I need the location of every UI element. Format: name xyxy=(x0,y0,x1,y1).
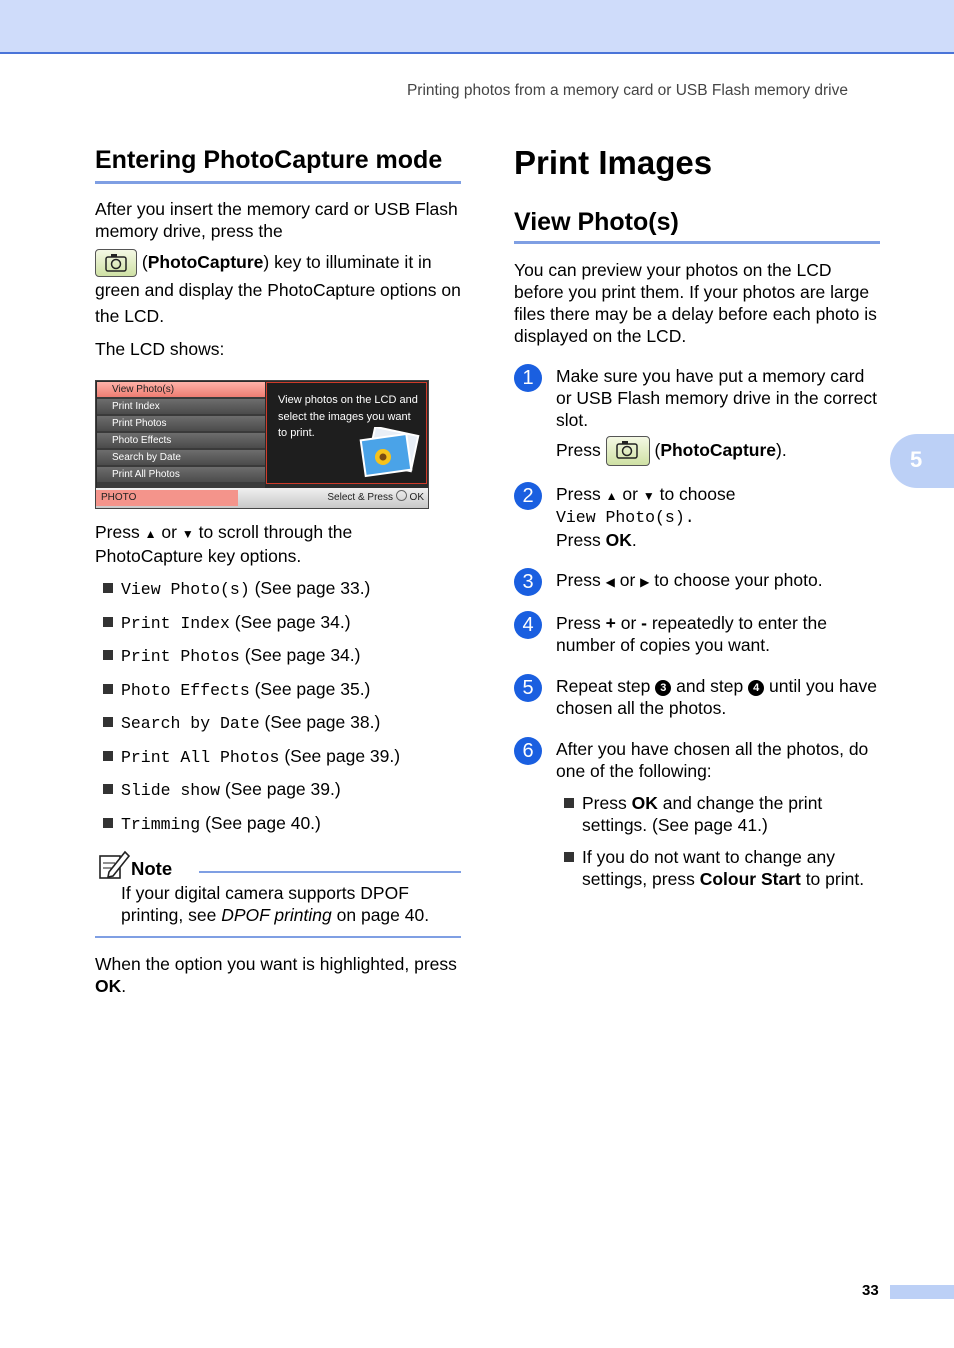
subsection-heading: View Photo(s) xyxy=(514,204,880,244)
lcd-menu-item-photo-effects: Photo Effects xyxy=(97,433,265,448)
list-item: Print Photos (See page 34.) xyxy=(95,644,461,668)
step-ref-4: 4 xyxy=(748,680,764,696)
up-arrow-icon: ▲ xyxy=(144,527,157,542)
down-arrow-icon: ▼ xyxy=(181,527,194,542)
list-item: Trimming (See page 40.) xyxy=(95,812,461,836)
up-arrow-icon: ▲ xyxy=(605,489,618,504)
step-number: 6 xyxy=(514,737,542,765)
list-item: Print Index (See page 34.) xyxy=(95,611,461,635)
step-4: 4 Press + or - repeatedly to enter the number of copies you want. xyxy=(514,612,880,656)
note-divider xyxy=(95,936,461,938)
chapter-tab xyxy=(890,434,954,488)
page-number: 33 xyxy=(862,1282,879,1299)
step-number: 4 xyxy=(514,611,542,639)
ok-circle-icon xyxy=(396,490,407,501)
lcd-footer-hint: Select & Press OK xyxy=(327,492,424,504)
photocapture-key-icon xyxy=(606,436,650,466)
step-2: 2 Press ▲ or ▼ to choose View Photo(s). Press OK. xyxy=(514,483,880,551)
step-1: 1 Make sure you have put a memory card or USB Flash memory drive in the correct slot. Press (PhotoCapture). xyxy=(514,365,880,466)
running-header: Printing photos from a memory card or USB Flash memory drive xyxy=(406,82,848,99)
list-item: Slide show (See page 39.) xyxy=(95,778,461,802)
top-banner xyxy=(0,0,954,54)
step-number: 5 xyxy=(514,674,542,702)
page-title: Print Images xyxy=(514,144,713,181)
lcd-footer xyxy=(96,488,428,508)
lcd-menu-item-view-photos: View Photo(s) xyxy=(97,382,265,397)
left-arrow-icon: ◀ xyxy=(605,575,615,590)
list-item: Search by Date (See page 38.) xyxy=(95,711,461,735)
photocapture-key-icon xyxy=(95,249,137,277)
note-pencil-icon xyxy=(97,848,131,882)
down-arrow-icon: ▼ xyxy=(642,489,655,504)
press-photocapture: Press (PhotoCapture). xyxy=(556,436,880,466)
list-item: Print All Photos (See page 39.) xyxy=(95,745,461,769)
intro-paragraph: After you insert the memory card or USB Flash memory drive, press the xyxy=(95,199,458,241)
lcd-shows-label: The LCD shows: xyxy=(95,339,225,360)
note-rule xyxy=(199,871,461,873)
lcd-message-panel xyxy=(266,382,427,484)
note-label: Note xyxy=(131,857,173,879)
list-item: Photo Effects (See page 35.) xyxy=(95,678,461,702)
section-heading: Entering PhotoCapture mode xyxy=(95,140,461,184)
step-3: 3 Press ◀ or ▶ to choose your photo. xyxy=(514,569,880,593)
lcd-message: View photos on the LCD and select the images you want to print. xyxy=(278,394,418,440)
left-column xyxy=(95,140,461,997)
lcd-menu-item-search-by-date: Search by Date xyxy=(97,450,265,465)
lcd-screen-illustration xyxy=(95,380,429,509)
options-list xyxy=(95,577,461,836)
photo-icon xyxy=(359,427,421,479)
chapter-number: 5 xyxy=(910,447,923,472)
list-item: Press OK and change the print settings. (See page 41.) xyxy=(556,792,880,836)
lcd-menu xyxy=(97,382,265,488)
list-item: View Photo(s) (See page 33.) xyxy=(95,577,461,601)
page-number-bar xyxy=(890,1285,954,1299)
step-number: 1 xyxy=(514,364,542,392)
key-paragraph: (PhotoCapture) key to illuminate it in green and display the PhotoCapture options on the LCD. xyxy=(95,249,461,329)
intro-paragraph: You can preview your photos on the LCD before you print them. If your photos are large files there may be a delay before each photo is displayed on the LCD. xyxy=(514,260,877,346)
note-header xyxy=(95,850,461,880)
scroll-instruction: Press ▲ or ▼ to scroll through the PhotoCapture key options. xyxy=(95,522,353,567)
note-text: If your digital camera supports DPOF printing, see DPOF printing on page 40. xyxy=(121,882,430,925)
list-item: If you do not want to change any settings, press Colour Start to print. xyxy=(556,846,880,890)
step-ref-3: 3 xyxy=(655,680,671,696)
step-number: 3 xyxy=(514,568,542,596)
step-5: 5 Repeat step 3 and step 4 until you have chosen all the photos. xyxy=(514,675,880,719)
lcd-footer-mode: PHOTO xyxy=(96,490,238,506)
step-number: 2 xyxy=(514,482,542,510)
lcd-menu-item-print-index: Print Index xyxy=(97,399,265,414)
step-6-options xyxy=(556,792,880,890)
right-column xyxy=(514,140,880,890)
lcd-menu-item-print-all-photos: Print All Photos xyxy=(97,467,265,482)
step-6: 6 After you have chosen all the photos, do one of the following: Press OK and change the print settings. (See page 41.) If you do not want to change any settings, press Colour Start to print. xyxy=(514,738,880,890)
right-arrow-icon: ▶ xyxy=(640,575,650,590)
lcd-menu-item-print-photos: Print Photos xyxy=(97,416,265,431)
closing-paragraph: When the option you want is highlighted, press OK. xyxy=(95,953,457,996)
